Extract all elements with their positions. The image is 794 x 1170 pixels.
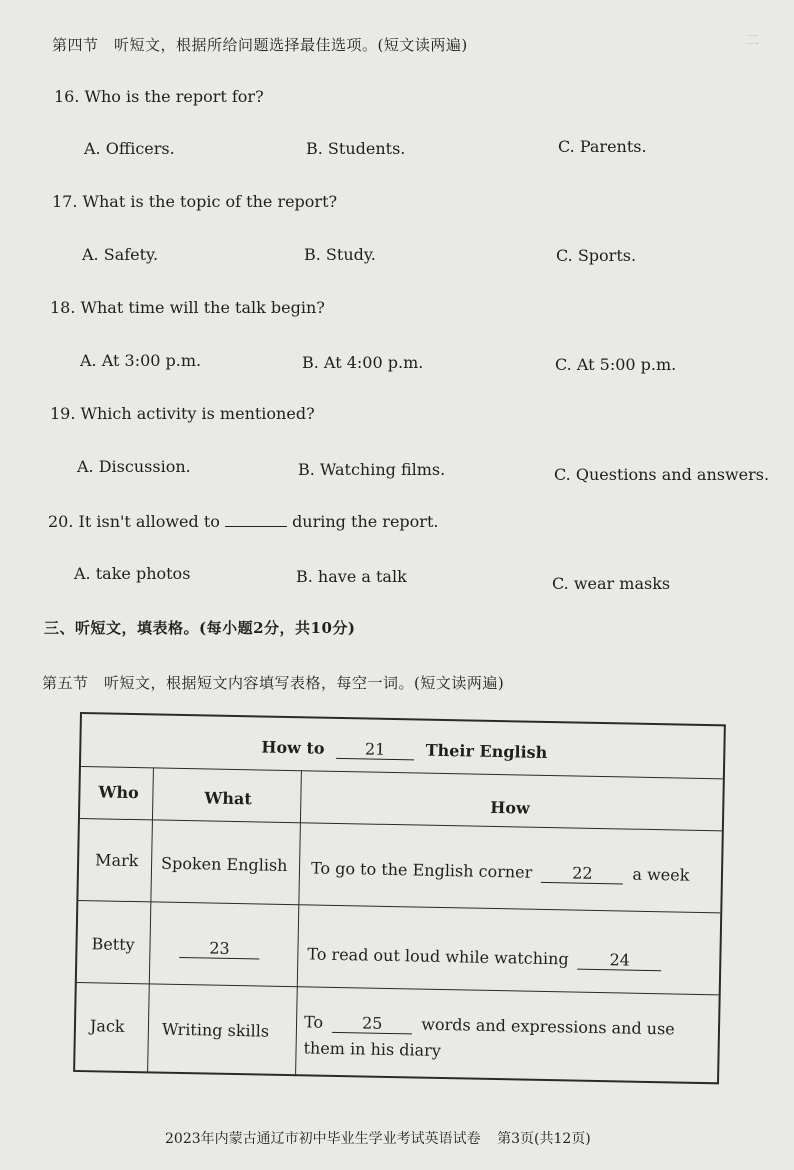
bleed-through-mark: 二: [745, 33, 759, 49]
blank-24[interactable]: 24: [578, 950, 662, 972]
table-row-divider: [81, 766, 723, 779]
q20-blank: [225, 512, 287, 527]
q18-option-b[interactable]: B. At 4:00 p.m.: [302, 353, 424, 372]
table-column-divider: [147, 767, 154, 1073]
q20-stem-after: during the report.: [292, 512, 439, 531]
table-row-divider: [77, 982, 719, 995]
header-who: Who: [98, 782, 139, 803]
row-mark-how: [311, 858, 690, 885]
q16-option-a[interactable]: A. Officers.: [84, 139, 175, 158]
question-16: 16. Who is the report for?: [54, 87, 264, 106]
fill-in-table: [73, 712, 726, 1084]
row-jack-how: [304, 1012, 675, 1039]
blank-25[interactable]: 25: [332, 1013, 412, 1035]
section4-header: 第四节 听短文，根据所给问题选择最佳选项。(短文读两遍): [52, 36, 468, 54]
q17-option-b[interactable]: B. Study.: [304, 245, 376, 264]
table-title-after: Their English: [425, 740, 548, 762]
row-jack-what: Writing skills: [161, 1019, 270, 1041]
q18-option-a[interactable]: A. At 3:00 p.m.: [80, 351, 202, 370]
question-19: 19. Which activity is mentioned?: [50, 404, 315, 423]
part3-title: 三、听短文，填表格。(每小题2分，共10分): [44, 619, 356, 637]
blank-22[interactable]: 22: [541, 863, 623, 885]
q19-option-c[interactable]: C. Questions and answers.: [554, 465, 770, 484]
q17-option-a[interactable]: A. Safety.: [82, 245, 159, 264]
footer: [165, 1128, 591, 1148]
row-betty-who: Betty: [91, 934, 135, 955]
q20-option-b[interactable]: B. have a talk: [296, 567, 407, 586]
question-18: 18. What time will the talk begin?: [50, 298, 325, 317]
table-row-divider: [78, 900, 720, 913]
q19-option-a[interactable]: A. Discussion.: [77, 457, 191, 476]
footer-page-number: 第3页(共12页): [497, 1131, 591, 1147]
table-title-before: How to: [261, 737, 325, 758]
row-mark-what: Spoken English: [160, 853, 288, 876]
q20-option-c[interactable]: C. wear masks: [552, 574, 671, 593]
row-betty-how-before: To read out loud while watching: [307, 944, 569, 969]
row-betty-what: [179, 938, 259, 960]
row-jack-who: Jack: [89, 1016, 125, 1036]
q16-option-c[interactable]: C. Parents.: [558, 137, 647, 156]
row-betty-how: [307, 944, 662, 971]
row-jack-how-after: words and expressions and use: [421, 1014, 675, 1039]
table-title: [261, 737, 547, 762]
footer-exam-title: 2023年内蒙古通辽市初中毕业生学业考试英语试卷: [165, 1131, 481, 1147]
header-what: What: [204, 788, 252, 809]
question-20: [48, 512, 438, 531]
q16-option-b[interactable]: B. Students.: [306, 139, 406, 158]
q18-option-c[interactable]: C. At 5:00 p.m.: [555, 355, 677, 374]
blank-23[interactable]: 23: [179, 938, 259, 960]
table-row-divider: [80, 818, 722, 831]
table-column-divider: [295, 770, 302, 1076]
row-jack-how-line2: them in his diary: [303, 1038, 442, 1060]
question-17: 17. What is the topic of the report?: [52, 192, 338, 211]
blank-21[interactable]: 21: [336, 739, 414, 760]
row-mark-how-before: To go to the English corner: [310, 858, 533, 882]
q19-option-b[interactable]: B. Watching films.: [298, 460, 446, 479]
q20-option-a[interactable]: A. take photos: [74, 564, 191, 583]
q17-option-c[interactable]: C. Sports.: [556, 246, 637, 265]
row-mark-how-after: a week: [632, 864, 690, 885]
row-jack-how-before: To: [303, 1012, 324, 1032]
q20-stem-before: 20. It isn't allowed to: [48, 512, 220, 531]
header-how: How: [490, 797, 530, 818]
row-mark-who: Mark: [94, 850, 139, 871]
section5-header: 第五节 听短文，根据短文内容填写表格，每空一词。(短文读两遍): [42, 674, 505, 692]
